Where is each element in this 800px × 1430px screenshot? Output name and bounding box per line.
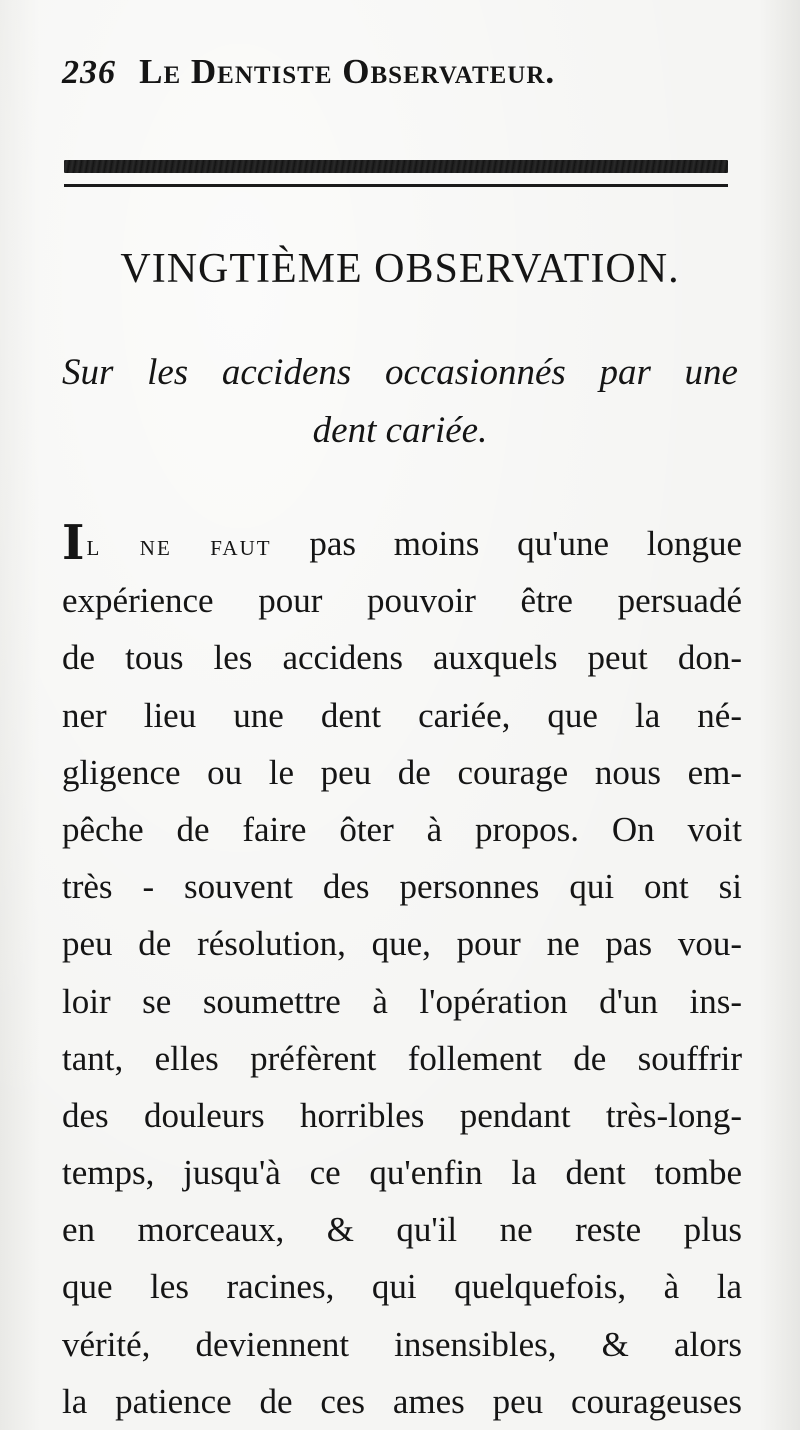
subtitle-word: occasionnés — [384, 352, 566, 393]
body-line: tant, elles préfèrent follement de souffrir — [62, 1038, 742, 1078]
body-line: des douleurs horribles pendant très-long- — [62, 1095, 742, 1135]
first-line-text: pas moins qu'une longue — [309, 524, 742, 563]
body-line: temps, jusqu'à ce qu'enfin la dent tombe — [62, 1153, 742, 1193]
subtitle-word: accidens — [221, 352, 352, 393]
body-line: gligence ou le peu de courage nous em- — [62, 752, 742, 792]
body-paragraph — [62, 515, 742, 1430]
subtitle-word: les — [147, 352, 189, 393]
body-line: peu de résolution, que, pour ne pas vou- — [62, 924, 742, 964]
body-line: de tous les accidens auxquels peut don- — [62, 638, 742, 678]
ornamental-rule-thin — [64, 184, 728, 187]
running-head — [62, 52, 742, 102]
body-line: la patience de ces ames peu courageuses — [62, 1381, 742, 1421]
subtitle-word: une — [684, 352, 738, 393]
subtitle-line-2: dent cariée. — [312, 410, 488, 451]
body-line: très - souvent des personnes qui ont si — [62, 867, 742, 907]
body-line: expérience pour pouvoir être persuadé — [62, 581, 742, 621]
drop-cap-initial: I — [62, 515, 85, 571]
subtitle-line-1 — [62, 344, 738, 402]
opening-small-caps: l ne faut — [86, 529, 272, 562]
observation-subtitle — [62, 344, 738, 460]
running-title: Le Dentiste Observateur. — [139, 52, 556, 91]
body-line-first — [62, 515, 742, 572]
body-line: loir se soumettre à l'opération d'un ins- — [62, 981, 742, 1021]
ornamental-rule-thick — [64, 160, 728, 173]
subtitle-word: Sur — [62, 352, 114, 393]
body-line: vérité, deviennent insensibles, & alors — [62, 1324, 742, 1364]
body-line: pêche de faire ôter à propos. On voit — [62, 809, 742, 849]
observation-heading: VINGTIÈME OBSERVATION. — [120, 246, 680, 292]
body-line: que les racines, qui quelquefois, à la — [62, 1267, 742, 1307]
body-line: ner lieu une dent cariée, que la né- — [62, 695, 742, 735]
body-line: en morceaux, & qu'il ne reste plus — [62, 1210, 742, 1250]
page-number: 236 — [62, 54, 116, 91]
subtitle-word: par — [599, 352, 651, 393]
